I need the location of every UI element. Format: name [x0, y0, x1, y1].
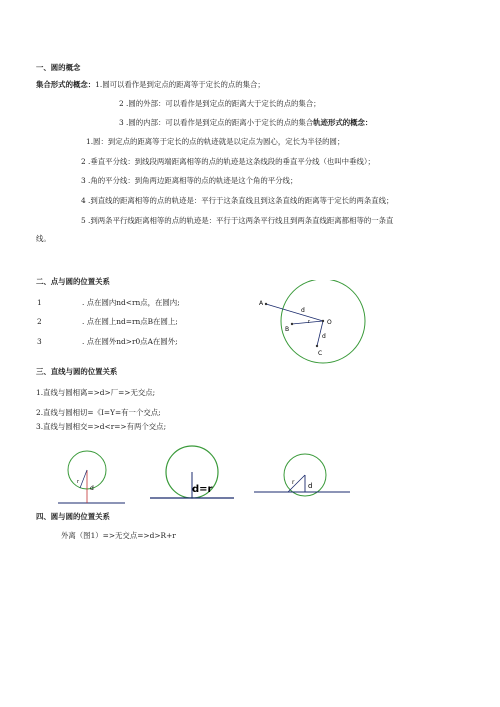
intersect-radius — [288, 475, 305, 492]
set-form-def2: 2 .圆的外部：可以看作是到定点的距离大于定长的点的集合； — [119, 99, 321, 108]
label-r: r — [308, 319, 311, 325]
point-circle-figure — [250, 280, 380, 380]
line-intersect-figure — [252, 450, 352, 506]
line-circle-tangent: 2.直线与圆相切=《I=Y=有一个交点; — [36, 408, 161, 417]
locus-def5: 5 .到两条平行线距离相等的点的轨迹是：平行于这两条平行线且到两条直线距离都相等的一条直 — [81, 216, 394, 225]
segment-a-o — [266, 304, 323, 321]
point-item-1: . 点在圆内nd<rn点，在圆内; — [82, 298, 180, 307]
section1-heading: 一、圆的概念 — [36, 63, 81, 72]
apart-label-r: r — [77, 479, 80, 485]
label-c: C — [318, 350, 323, 357]
locus-form-label: 轨迹形式的概念： — [313, 118, 373, 127]
point-o — [322, 320, 324, 322]
point-item-3-num: 3 — [37, 337, 42, 346]
set-form-line3 — [119, 118, 372, 128]
set-form-def3: 3 .圆的内部：可以看作是到定点的距离小于定长的点的集合 — [119, 118, 314, 127]
point-item-2: . 点在圆上nd=rn点B在圆上; — [82, 317, 178, 326]
label-o: O — [327, 319, 332, 326]
set-form-label: 集合形式的概念： — [36, 80, 96, 89]
locus-def4: 4 .到直线的距离相等的点的轨迹是：平行于这条直线且到这条直线的距离等于定长的两条直线； — [81, 196, 394, 205]
line-circle-apart: 1.直线与圆相离=>d>厂=>无交点; — [36, 388, 156, 397]
line-circle-intersect: 3.直线与圆相交=>d<r=>有两个交点; — [36, 422, 167, 431]
locus-def1: 1.圆：到定点的距离等于定长的点的轨迹就是以定点为圆心，定长为半径的圆； — [86, 137, 345, 146]
section3-heading: 三、直线与圆的位置关系 — [36, 367, 118, 376]
point-item-1-num: 1 — [37, 298, 42, 307]
label-a: A — [259, 300, 264, 307]
locus-def3: 3 .角的平分线：到角两边距离相等的点的轨迹是这个角的平分线； — [81, 176, 298, 185]
circles-apart-text: 外离（图1）=>无交点=>d>R+r — [61, 531, 176, 540]
section4-heading: 四、圆与圆的位置关系 — [36, 512, 110, 521]
intersect-label-d: d — [308, 482, 313, 490]
locus-def5-cont: 线。 — [36, 234, 51, 243]
apart-label-d: d — [90, 485, 94, 492]
label-d-oc: d — [322, 333, 326, 340]
label-b: B — [285, 326, 290, 333]
section2-heading: 二、点与圆的位置关系 — [36, 277, 110, 286]
point-item-3: . 点在圆外nd>r0点A在圆外; — [82, 337, 178, 346]
tangent-label: d=r — [192, 484, 213, 495]
set-form-line1 — [36, 80, 265, 90]
set-form-def1: 1.圆可以看作是到定点的距离等于定长的点的集合； — [95, 80, 265, 89]
point-b — [291, 323, 293, 325]
label-d-ao: d — [301, 307, 305, 314]
line-tangent-figure — [148, 440, 238, 508]
point-item-2-num: 2 — [37, 317, 42, 326]
intersect-label-r: r — [292, 479, 295, 486]
point-c — [316, 345, 318, 347]
point-a — [265, 303, 267, 305]
line-apart-figure — [55, 448, 135, 508]
locus-def2: 2 .垂直平分线：到线段两端距离相等的点的轨迹是这条线段的垂直平分线（也叫中垂线）； — [81, 157, 375, 166]
apart-radius — [80, 470, 87, 488]
